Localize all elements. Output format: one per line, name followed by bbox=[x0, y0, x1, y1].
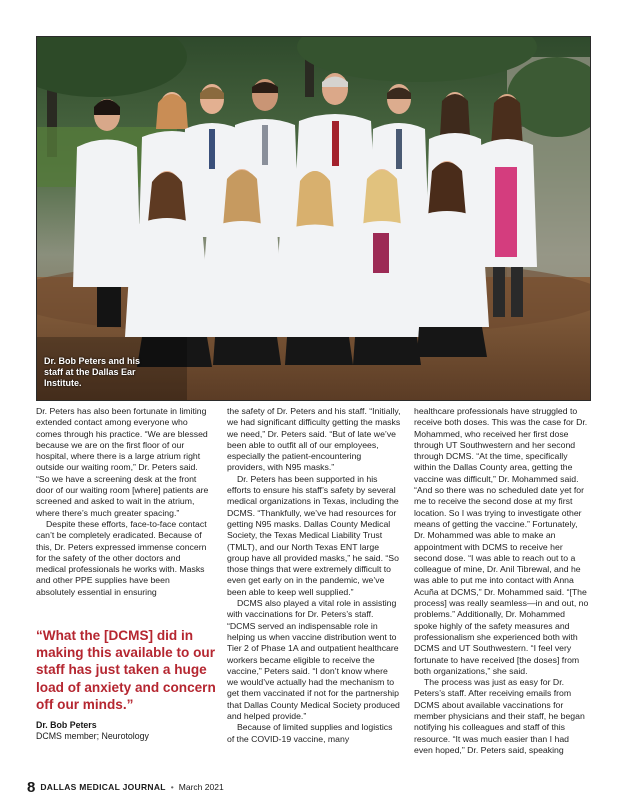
article-column-3 bbox=[414, 406, 590, 768]
paragraph: DCMS also played a vital role in assisting with vaccinations for Dr. Peters’s staff. “DCMS served an indispensable role in helping us when vaccine distribution went to Tier 2 of Phase 1A and outpatient healthcare workers became eligible to receive the vaccine,” Peters said. “I don’t know where we would’ve actually had the mechanism to get them vaccinated if not for the partnership that Dallas County Medical Society produced and helped provide.” bbox=[227, 598, 400, 722]
issue-date: March 2021 bbox=[178, 782, 224, 792]
page-number: 8 bbox=[27, 778, 36, 796]
paragraph: Because of limited supplies and logistics of the COVID-19 vaccine, many bbox=[227, 722, 393, 744]
footer-separator: • bbox=[170, 782, 174, 792]
paragraph: the safety of Dr. Peters and his staff. “Initially, we had significant difficulty getting the masks we need,” Dr. Peters said. “But of late we’ve been able to outfit all of our employees, especially the patient-encountering providers, with N95 masks.” bbox=[227, 406, 401, 473]
pull-quote-role: DCMS member; Neurotology bbox=[36, 731, 149, 742]
photo-caption: Dr. Bob Peters and his staff at the Dallas Ear Institute. bbox=[44, 356, 141, 388]
article-column-2 bbox=[227, 406, 401, 768]
paragraph: Despite these efforts, face-to-face contact can’t be completely eradicated. Because of this, Dr. Peters expressed immense concern for the safety of the other doctors and medical professionals he works with. Masks and other PPE supplies have been absolutely essential in ensuring bbox=[36, 518, 207, 597]
group-photo bbox=[36, 36, 591, 401]
group-photo-icon bbox=[37, 37, 590, 400]
paragraph: The process was just as easy for Dr. Peters’s staff. After receiving emails from DCMS about available vaccinations for member physicians and their staff, he began notifying his colleagues and staff of this resource. “It was much easier than I had even hoped,” Dr. Peters said, speaking bbox=[414, 677, 585, 755]
page-footer bbox=[27, 777, 327, 797]
pull-quote-name: Dr. Bob Peters bbox=[36, 720, 97, 731]
paragraph: Dr. Peters has also been fortunate in limiting extended contact among everyone who comes through his practice. “We are blessed because we are on the first floor of our hospital, where there is a large atrium right outside our waiting room,” Dr. Peters said. “So we have a screening desk at the front door of our waiting room [where] patients are screened and asked to wait in the atrium, where there’s much greater spacing.” bbox=[36, 406, 209, 518]
paragraph: Dr. Peters has been supported in his efforts to ensure his staff’s safety by several medical organizations in Texas, including the DCMS. “Thankfully, we’ve had resources for getting N95 masks. Dallas County Medical Society, the Texas Medical Liability Trust (TMLT), and our North Texas ENT large group have all provided masks,” he said. “So those things that were extremely difficult to even get early on in the pandemic, we’ve been able to keep well supplied.” bbox=[227, 473, 399, 597]
article-column-1 bbox=[36, 406, 210, 614]
pull-quote bbox=[36, 627, 216, 741]
pull-quote-text: “What the [DCMS] did in making this available to our staff has just taken a huge load of anxiety and concern off our minds.” bbox=[36, 628, 216, 712]
paragraph: healthcare professionals have struggled to receive both doses. This was the case for Dr. Mohammed, who received her first dose through UT Southwestern and her second through DCMS. “At the time, specifically within the Dallas County area, getting the vaccine was difficult,” Dr. Mohammed said. “And so there was no scheduled date yet for me to receive the second dose at my first location. So I was trying to investigate other means of getting the vaccine.” Fortunately, Dr. Mohammed was able to make an appointment with DCMS to receive her second dose. “I was able to reach out to a colleague of mine, Dr. Anil Tibrewal, and he was able to put me into contact with Anna Acuña at DCMS,” Dr. Mohammed said. “[The process] was really seamless—in and out, no problems.” Additionally, Dr. Mohammed spoke highly of the safety measures and professionalism she experienced both with DCMS and UT Southwestern. “I feel very fortunate to have received [the doses] from both organizations,” she said. bbox=[414, 406, 589, 676]
publication-name: DALLAS MEDICAL JOURNAL bbox=[40, 782, 166, 792]
